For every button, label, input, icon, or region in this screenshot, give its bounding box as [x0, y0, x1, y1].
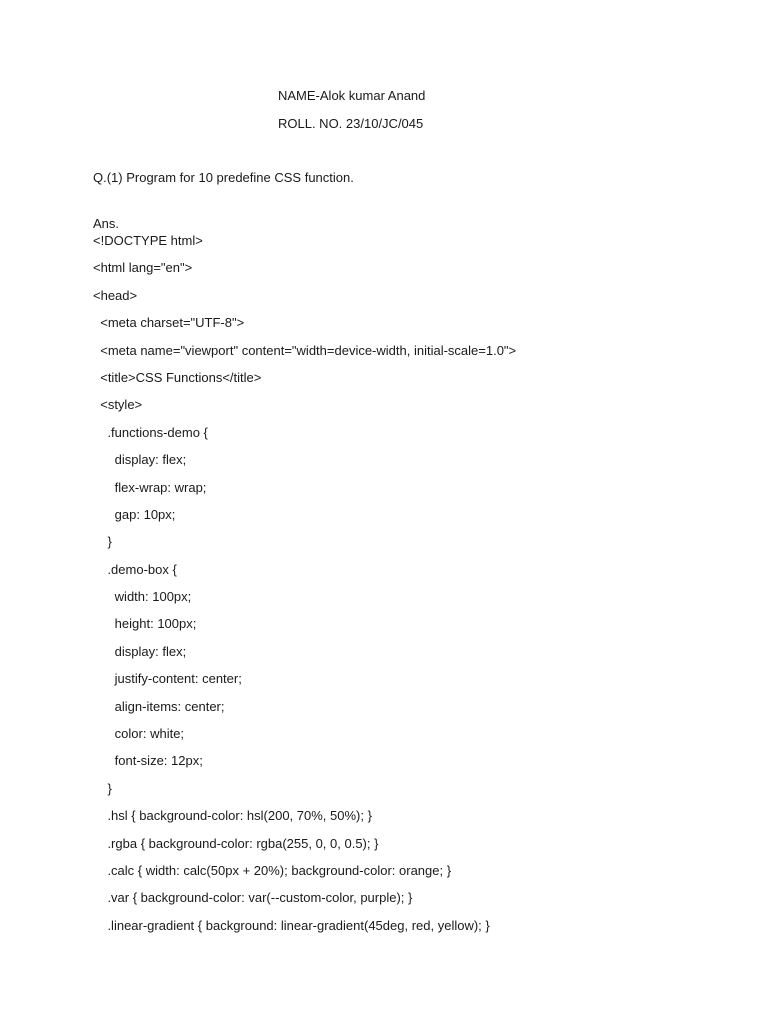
roll-number: ROLL. NO. 23/10/JC/045 [278, 116, 424, 131]
code-line: <title>CSS Functions</title> [93, 369, 262, 385]
code-line: align-items: center; [93, 698, 225, 714]
code-line: .demo-box { [93, 561, 177, 577]
code-line: justify-content: center; [93, 671, 242, 687]
code-line: <head> [93, 287, 138, 303]
code-line: height: 100px; [93, 616, 197, 632]
code-line: <!DOCTYPE html> [93, 233, 203, 248]
code-line: .var { background-color: var(--custom-color, purple); } [93, 890, 413, 906]
code-line: .functions-demo { [93, 424, 208, 440]
code-line: } [93, 780, 112, 796]
code-line: color: white; [93, 726, 185, 742]
code-line: } [93, 534, 112, 550]
code-line: display: flex; [93, 452, 187, 468]
code-line: display: flex; [93, 643, 187, 659]
code-listing [93, 233, 733, 945]
question-text: Q.(1) Program for 10 predefine CSS function. [93, 170, 354, 185]
code-line: <meta name="viewport" content="width=device-width, initial-scale=1.0"> [93, 342, 517, 358]
code-line: .hsl { background-color: hsl(200, 70%, 50%); } [93, 808, 372, 824]
code-line: <html lang="en"> [93, 260, 193, 276]
student-name: NAME-Alok kumar Anand [278, 88, 426, 103]
code-line: flex-wrap: wrap; [93, 479, 207, 495]
code-line: .rgba { background-color: rgba(255, 0, 0, 0.5); } [93, 835, 379, 851]
code-line: width: 100px; [93, 589, 192, 605]
code-line: gap: 10px; [93, 506, 176, 522]
code-line: .calc { width: calc(50px + 20%); background-color: orange; } [93, 862, 452, 878]
answer-label: Ans. [93, 216, 120, 231]
code-line: <meta charset="UTF-8"> [93, 315, 245, 331]
code-line: .linear-gradient { background: linear-gradient(45deg, red, yellow); } [93, 917, 490, 933]
code-line: font-size: 12px; [93, 753, 203, 769]
code-line: <style> [93, 397, 143, 413]
